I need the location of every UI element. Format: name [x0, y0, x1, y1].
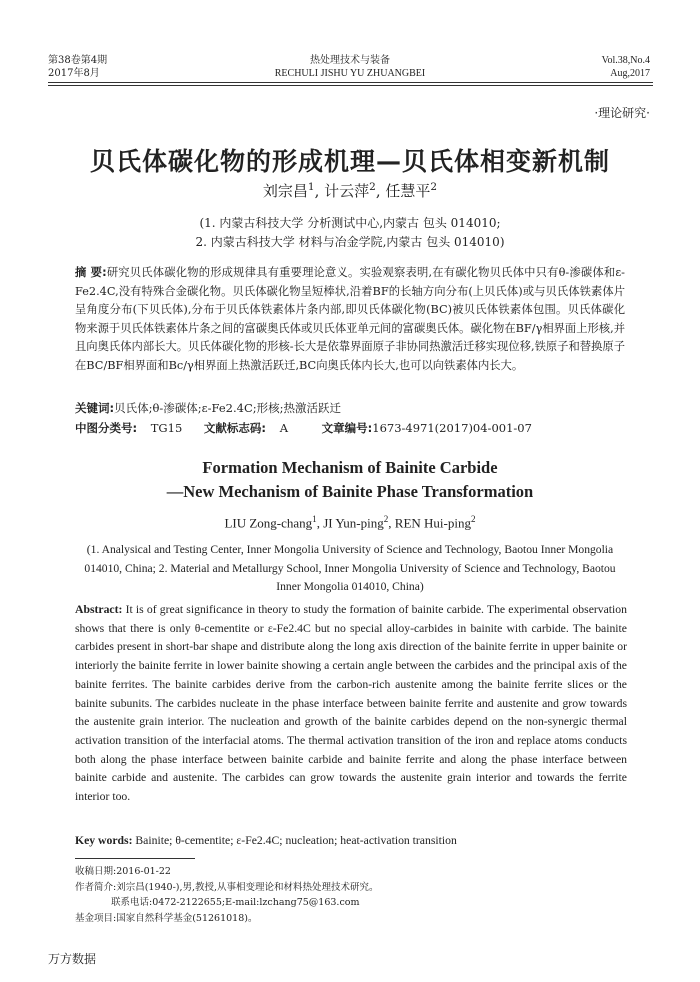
volume-en: Vol.38,No.4: [601, 55, 650, 66]
watermark-text: 万方数据: [48, 952, 97, 966]
date-cn: 2017年8月: [48, 68, 100, 79]
footnotes: [75, 864, 635, 926]
abstract-zh: [75, 264, 625, 375]
section-label: ·理论研究·: [594, 106, 650, 120]
clc-number: TG15: [150, 421, 183, 435]
header-right: [602, 54, 650, 80]
classification-line: 中图分类号: TG15 文献标志码: A 文章编号:1673-4971(2017)04-001-07: [75, 421, 532, 435]
title-zh: 贝氏体碳化物的形成机理—贝氏体相变新机制: [89, 147, 610, 176]
affiliations-en: (1. Analysical and Testing Center, Inner Mongolia University of Science and Technology, Baotou Inner Mongolia 014010, China; 2. Material and Metallurgy School, Inner Mongolia University of Science and Technology, Baotou Inner Mongolia 014010, China): [84, 543, 616, 593]
header-rule: [48, 82, 653, 83]
abstract-en-text: It is of great significance in theory to study the formation of bainite carbide. The experimental observation shows that there is only θ-cementite or ε-Fe2.4C but no special alloy-carbides in bainite with carbide. The bainite carbides present in short-bar shape and distribute along the long axis direction of the bainite ferrite in upper bainite or interiorly the bainite ferrite in lower bainite showing a certain angle between the carbides and the principal axis of the bainite ferrites. The bainite carbides derive from the carbon-rich austenite among the bainite ferrite slices or the bainite subunits. The carbides nucleate in the phase interface between bainite ferrite and austenite and grow towards the austenite grain interior. The nucleation and growth of the bainite carbides depend on the non-synergic thermal activation transition of the interfacial atoms. The thermal activation transition of the iron and replace atoms conducts both along the phase interface between bainite carbide and bainite ferrite and along the phase interface between bainite carbide and austenite. The carbides can grow towards the austenite grain interior and towards the ferrite interior too.: [75, 603, 627, 804]
affiliation-zh-2: 2. 内蒙古科技大学 材料与冶金学院,内蒙古 包头 014010): [195, 235, 505, 249]
abstract-zh-text: 研究贝氏体碳化物的形成规律具有重要理论意义。实验观察表明,在有碳化物贝氏体中只有θ-渗碳体和ε-Fe2.4C,没有特殊合金碳化物。贝氏体碳化物呈短棒状,沿着BF的长轴方向分布(上贝氏体)或与贝氏体铁素体片呈角度分布(下贝氏体),分布于贝氏体铁素体片条内部,即贝氏体碳化物(BC)被贝氏体铁素体包围。贝氏体碳化物来源于贝氏体铁素体片条之间的富碳奥氏体或贝氏体亚单元间的富碳奥氏体。碳化物在BF/γ相界面上形核,并且向奥氏体内部长大。贝氏体碳化物的形核-长大是依靠界面原子非协同热激活迁移实现位移,铁原子和替换原子在BC/BF相界面和Bc/γ相界面上热激活跃迁,BC向奥氏体内长大,也可以向铁素体内长大。: [75, 266, 626, 372]
abstract-zh-label: 摘 要:: [75, 266, 107, 279]
author-zh-1: 刘宗昌: [262, 182, 308, 200]
authors-en: LIU Zong-chang$^1$, JI Yun-ping$^2$, REN Hui-ping$^2$: [224, 514, 476, 531]
keywords-zh: 关键词:贝氏体;θ-渗碳体;ε-Fe2.4C;形核;热激活跃迁: [75, 401, 342, 415]
fund-info: 基金项目:国家自然科学基金(51261018)。: [75, 912, 258, 924]
keywords-zh-text: 贝氏体;θ-渗碳体;ε-Fe2.4C;形核;热激活跃迁: [114, 401, 342, 415]
title-en-line2: —New Mechanism of Bainite Phase Transformation: [166, 482, 534, 501]
author-bio: 作者简介:刘宗昌(1940-),男,教授,从事相变理论和材料热处理技术研究。: [75, 881, 379, 893]
header-center: [0, 54, 700, 80]
footnote-rule: [75, 858, 195, 859]
keywords-en-text: Bainite; θ-cementite; ε-Fe2.4C; nucleation; heat-activation transition: [135, 834, 457, 847]
article-number: 1673-4971(2017)04-001-07: [372, 421, 532, 435]
author-zh-3: 任慧平: [385, 182, 431, 200]
contact-info: 联系电话:0472-2122655;E-mail:lzchang75@163.com: [111, 897, 360, 908]
author-en-2: JI Yun-ping: [323, 515, 384, 531]
received-date: 收稿日期:2016-01-22: [75, 866, 171, 877]
author-en-1: LIU Zong-chang: [224, 515, 313, 531]
title-en-line1: Formation Mechanism of Bainite Carbide: [202, 458, 498, 477]
journal-cn: 热处理技术与装备: [310, 55, 390, 66]
abstract-en-label: Abstract:: [75, 603, 123, 616]
journal-en: RECHULI JISHU YU ZHUANGBEI: [274, 68, 426, 79]
abstract-en: [75, 601, 627, 807]
document-code: A: [279, 421, 288, 435]
volume-cn: 第38卷第4期: [48, 55, 108, 66]
keywords-en: Key words: Bainite; θ-cementite; ε-Fe2.4C; nucleation; heat-activation transition: [75, 834, 457, 847]
header-rule-2: [48, 85, 653, 86]
author-en-3: REN Hui-ping: [394, 515, 471, 531]
date-en: Aug,2017: [610, 68, 650, 79]
author-zh-2: 计云萍: [324, 182, 370, 200]
affiliation-zh-1: (1. 内蒙古科技大学 分析测试中心,内蒙古 包头 014010;: [199, 216, 501, 230]
authors-zh: 刘宗昌$^1$, 计云萍$^2$, 任慧平$^2$: [262, 181, 438, 200]
